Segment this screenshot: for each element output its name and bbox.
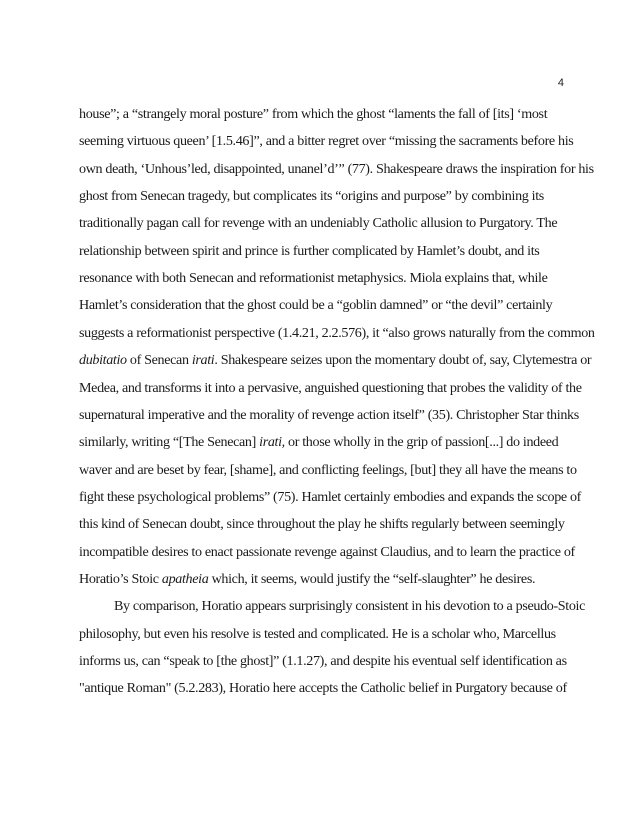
text-line	[79, 215, 579, 231]
text-line	[79, 626, 579, 642]
text-run: suggests a reformationist perspective (1.4.21, 2.2.576), it “also grows naturally from the common	[79, 324, 595, 341]
text-line	[79, 653, 579, 669]
text-line	[79, 516, 579, 532]
text-line	[79, 297, 579, 313]
text-line	[79, 133, 579, 149]
text-line	[79, 407, 579, 423]
text-line	[79, 352, 592, 369]
italic-term: irati,	[259, 434, 285, 451]
text-line	[79, 434, 579, 450]
text-line	[79, 462, 579, 478]
text-line	[79, 680, 579, 696]
text-run: similarly, writing “[The Senecan]	[79, 434, 260, 451]
text-run: informs us, can “speak to [the ghost]” (1.1.27), and despite his eventual self identification as	[79, 653, 567, 669]
text-line	[79, 488, 582, 505]
text-run: house”; a “strangely moral posture” from which the ghost “laments the fall of [its] ‘most	[79, 106, 548, 122]
text-run: seeming virtuous queen’ [1.5.46]”, and a bitter regret over “missing the sacraments before his	[79, 133, 574, 150]
text-run: Horatio’s Stoic	[79, 570, 162, 587]
text-run: traditionally pagan call for revenge with an undeniably Catholic allusion to Purgatory. The	[79, 215, 558, 232]
text-run: philosophy, but even his resolve is tested and complicated. He is a scholar who, Marcellus	[79, 625, 556, 642]
text-run: Medea, and transforms it into a pervasive, anguished questioning that probes the validity of the	[79, 379, 582, 396]
text-run: of Senecan	[126, 352, 192, 369]
text-run: Hamlet’s consideration that the ghost could be a “goblin damned” or “the devil” certainly	[79, 297, 553, 314]
text-run: supernatural imperative and the morality of revenge action itself” (35). Christopher Star thinks	[79, 406, 579, 423]
text-line	[114, 598, 614, 614]
text-run: ghost from Senecan tragedy, but complicates its “origins and purpose” by combining its	[79, 188, 544, 205]
text-run: resonance with both Senecan and reformationist metaphysics. Miola explains that, while	[79, 270, 548, 287]
italic-term: apatheia	[161, 570, 209, 587]
text-run: this kind of Senecan doubt, since throughout the play he shifts regularly between seemingly	[79, 516, 565, 533]
text-line	[79, 571, 579, 587]
page-number: 4	[557, 77, 564, 89]
text-run: "antique Roman" (5.2.283), Horatio here accepts the Catholic belief in Purgatory because of	[79, 680, 567, 697]
text-run: fight these psychological problems” (75). Hamlet certainly embodies and expands the scope of	[79, 488, 582, 505]
text-run: own death, ‘Unhous’led, disappointed, unanel’d’” (77). Shakespeare draws the inspiration for his	[79, 160, 594, 177]
text-run: waver and are beset by fear, [shame], and conflicting feelings, [but] they all have the means to	[79, 461, 577, 478]
text-line	[79, 270, 579, 286]
italic-term: irati	[191, 352, 215, 369]
text-line	[79, 324, 595, 341]
text-line	[79, 379, 582, 396]
text-line	[79, 160, 594, 177]
text-line	[79, 243, 579, 259]
text-run: By comparison, Horatio appears surprisingly consistent in his devotion to a pseudo-Stoic	[114, 598, 586, 615]
text-run: or those wholly in the grip of passion[...] do indeed	[284, 434, 559, 451]
text-line	[79, 106, 579, 122]
text-line	[79, 188, 579, 204]
text-run: . Shakespeare seizes upon the momentary doubt of, say, Clytemestra or	[214, 352, 592, 369]
text-run: which, it seems, would justify the “self-slaughter” he desires.	[208, 570, 536, 587]
text-run: incompatible desires to enact passionate revenge against Claudius, and to learn the practice of	[79, 543, 575, 560]
text-line	[79, 544, 579, 560]
text-run: relationship between spirit and prince is further complicated by Hamlet’s doubt, and its	[79, 242, 540, 259]
italic-term: dubitatio	[79, 352, 127, 369]
